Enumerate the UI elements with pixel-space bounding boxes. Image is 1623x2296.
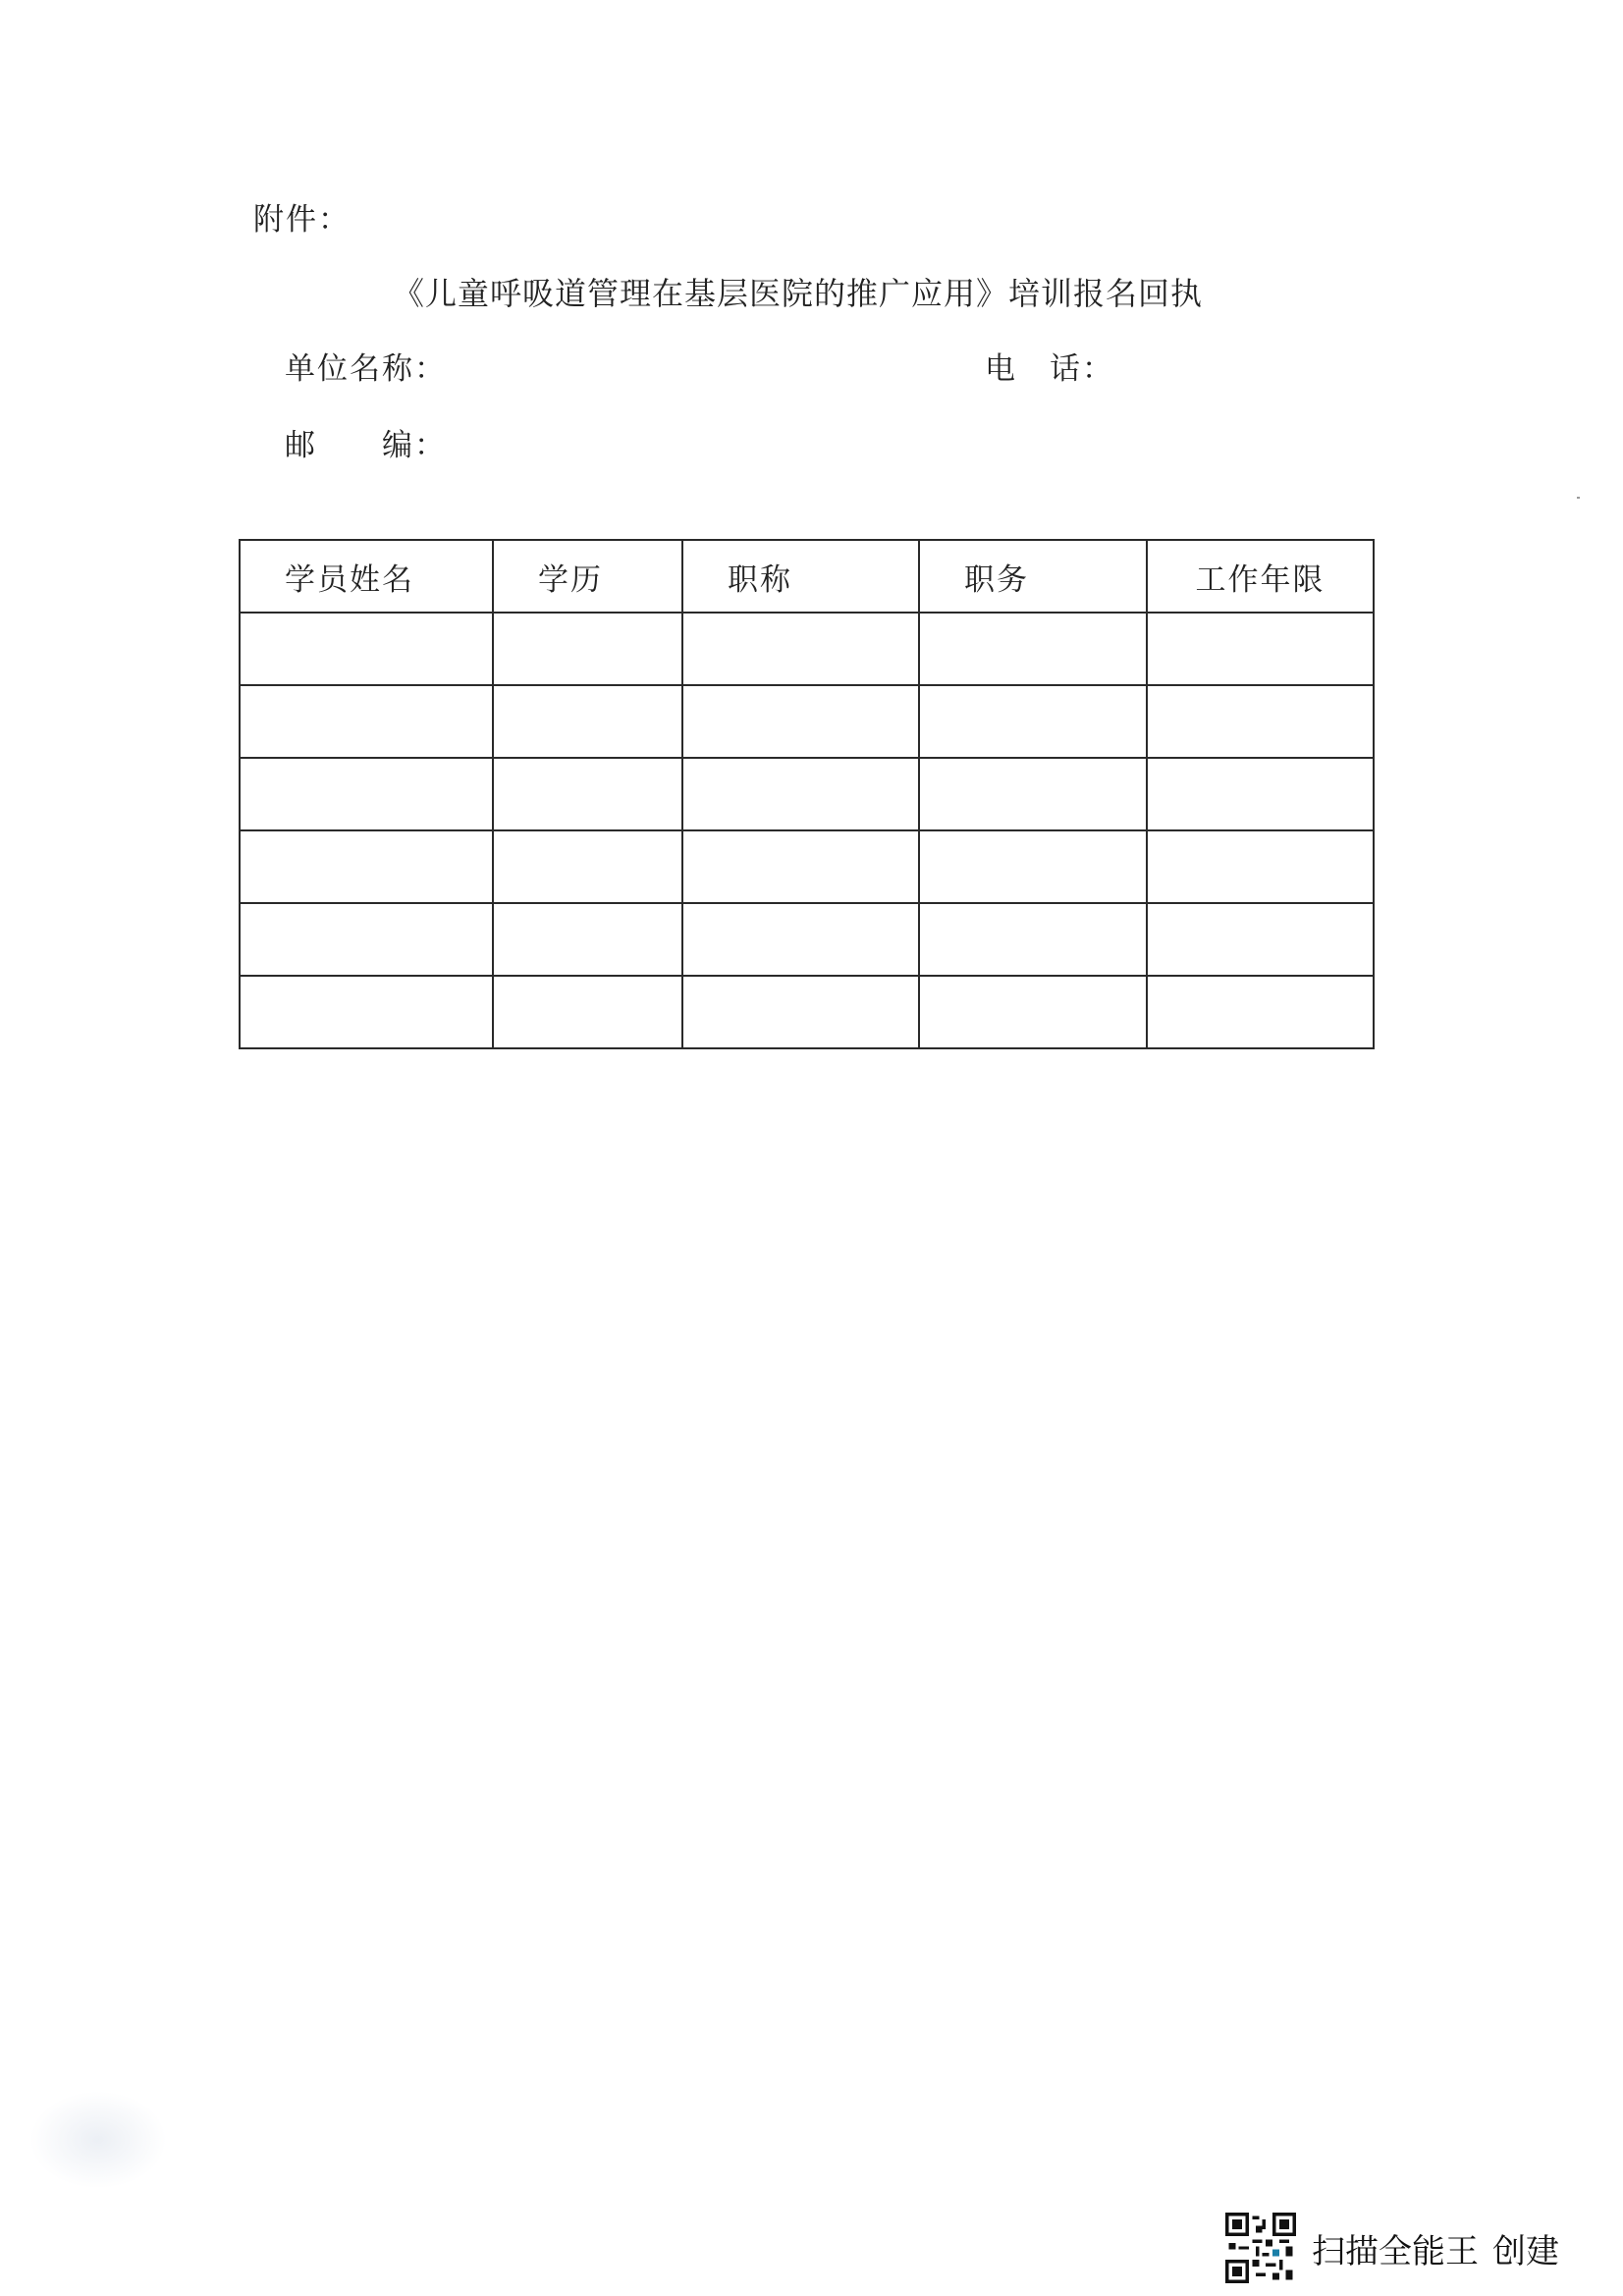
table-cell[interactable] [682, 613, 919, 685]
table-cell[interactable] [493, 758, 682, 830]
table-cell[interactable] [682, 976, 919, 1048]
table-cell[interactable] [919, 685, 1147, 758]
unit-name-label: 单位名称： [285, 351, 447, 387]
table-row [240, 976, 1374, 1048]
table-cell[interactable] [682, 830, 919, 903]
postal-code-label: 邮 编： [285, 428, 447, 463]
table-cell[interactable] [493, 685, 682, 758]
registration-table [239, 539, 1375, 1049]
table-cell[interactable] [1147, 613, 1374, 685]
header-years-of-work: 工作年限 [1147, 540, 1374, 613]
table-cell[interactable] [1147, 976, 1374, 1048]
table-cell[interactable] [1147, 830, 1374, 903]
table-cell[interactable] [240, 830, 493, 903]
header-professional-title: 职称 [682, 540, 919, 613]
table-cell[interactable] [919, 830, 1147, 903]
table-cell[interactable] [240, 976, 493, 1048]
scan-smudge [29, 2091, 167, 2189]
table-cell[interactable] [493, 903, 682, 976]
table-cell[interactable] [240, 903, 493, 976]
table-row [240, 830, 1374, 903]
table-row [240, 613, 1374, 685]
scanner-brand-text [1312, 2224, 1559, 2272]
table-cell[interactable] [493, 976, 682, 1048]
table-header-row [240, 540, 1374, 613]
table-cell[interactable] [1147, 758, 1374, 830]
table-cell[interactable] [919, 903, 1147, 976]
qr-code-icon [1225, 2213, 1296, 2283]
table-cell[interactable] [1147, 685, 1374, 758]
table-row [240, 903, 1374, 976]
table-cell[interactable] [682, 685, 919, 758]
scanner-app-name: 扫描全能王 [1312, 2231, 1479, 2271]
attachment-label: 附件： [253, 202, 351, 238]
table-cell[interactable] [493, 613, 682, 685]
table-cell[interactable] [493, 830, 682, 903]
table-cell[interactable] [240, 613, 493, 685]
table-cell[interactable] [1147, 903, 1374, 976]
table-row [240, 758, 1374, 830]
table-cell[interactable] [919, 976, 1147, 1048]
table-cell[interactable] [682, 903, 919, 976]
scan-speck [1577, 497, 1580, 499]
document-title: 《儿童呼吸道管理在基层医院的推广应用》培训报名回执 [393, 275, 1204, 312]
table-cell[interactable] [240, 685, 493, 758]
phone-label: 电 话： [985, 351, 1114, 387]
table-cell[interactable] [919, 758, 1147, 830]
table-body [240, 613, 1374, 1048]
table-cell[interactable] [919, 613, 1147, 685]
scanner-action: 创建 [1492, 2231, 1559, 2271]
table-cell[interactable] [682, 758, 919, 830]
header-position: 职务 [919, 540, 1147, 613]
table-row [240, 685, 1374, 758]
table-cell[interactable] [240, 758, 493, 830]
scanner-watermark [1225, 2213, 1559, 2283]
header-education: 学历 [493, 540, 682, 613]
header-student-name: 学员姓名 [240, 540, 493, 613]
